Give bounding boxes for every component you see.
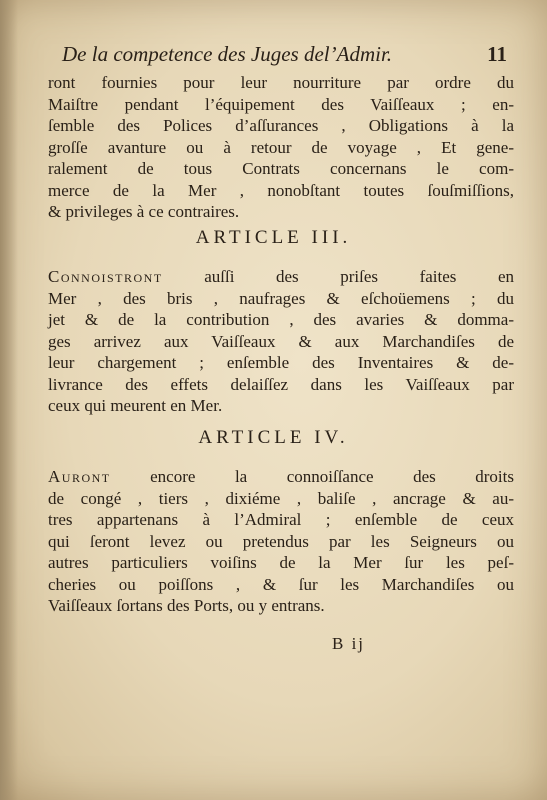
text-line: tres appartenans à l’Admiral ; enſemble de ceux bbox=[48, 510, 514, 529]
text-line: & privileges à ce contraires. bbox=[48, 202, 240, 221]
lead-word: Connoistront bbox=[48, 267, 163, 286]
text-line: Maiſtre pendant l’équipement des Vaiſſeaux ; en- bbox=[48, 94, 514, 114]
article-4-heading: ARTICLE IV. bbox=[198, 427, 349, 448]
text-line: jet & de la contribution , des avaries & domma- bbox=[48, 310, 514, 329]
text-line: livrance des effets delaiſſez dans les Vaiſſeaux par bbox=[48, 374, 514, 394]
article-3-body bbox=[48, 266, 514, 417]
running-head bbox=[62, 42, 507, 66]
signature-mark: B ij bbox=[332, 634, 366, 653]
text-line: ceux qui meurent en Mer. bbox=[48, 396, 223, 415]
text-line: ront fournies pour leur nourriture par ordre du bbox=[48, 73, 514, 92]
text-line: qui ſeront levez ou pretendus par les Seigneurs ou bbox=[48, 531, 514, 551]
lead-word: Auront bbox=[48, 467, 111, 486]
text-line bbox=[48, 266, 514, 288]
text-line bbox=[48, 466, 514, 488]
text-fragment: auſſi des priſes faites en bbox=[162, 267, 514, 286]
text-fragment: encore la connoiſſance des droits bbox=[110, 467, 514, 486]
text-line: cheries ou poiſſons , & ſur les Marchandiſes ou bbox=[48, 574, 514, 594]
text-line: autres particuliers voiſins de la Mer ſur les peſ- bbox=[48, 553, 514, 572]
text-line: leur chargement ; enſemble des Inventaires & de- bbox=[48, 353, 514, 372]
page-number: 11 bbox=[487, 42, 507, 66]
text-line: Vaiſſeaux ſortans des Ports, ou y entrans. bbox=[48, 596, 325, 615]
text-line: ges arrivez aux Vaiſſeaux & aux Marchandiſes de bbox=[48, 331, 514, 351]
running-title: De la competence des Juges del’Admir. bbox=[62, 42, 393, 66]
article-3-heading: ARTICLE III. bbox=[195, 227, 352, 248]
page-gutter-shadow bbox=[0, 0, 18, 800]
text-line: Mer , des bris , naufrages & eſchoüemens ; du bbox=[48, 288, 514, 308]
text-line: groſſe avanture ou à retour de voyage , Et gene- bbox=[48, 137, 514, 157]
text-line: de congé , tiers , dixiéme , baliſe , ancrage & au- bbox=[48, 488, 514, 508]
text-line: ralement de tous Contrats concernans le com- bbox=[48, 159, 514, 178]
text-line: merce de la Mer , nonobſtant toutes ſouſmiſſions, bbox=[48, 180, 514, 200]
paragraph-continuation bbox=[48, 72, 514, 223]
text-line: ſemble des Polices d’aſſurances , Obligations à la bbox=[48, 116, 514, 135]
article-4-body bbox=[48, 466, 514, 617]
